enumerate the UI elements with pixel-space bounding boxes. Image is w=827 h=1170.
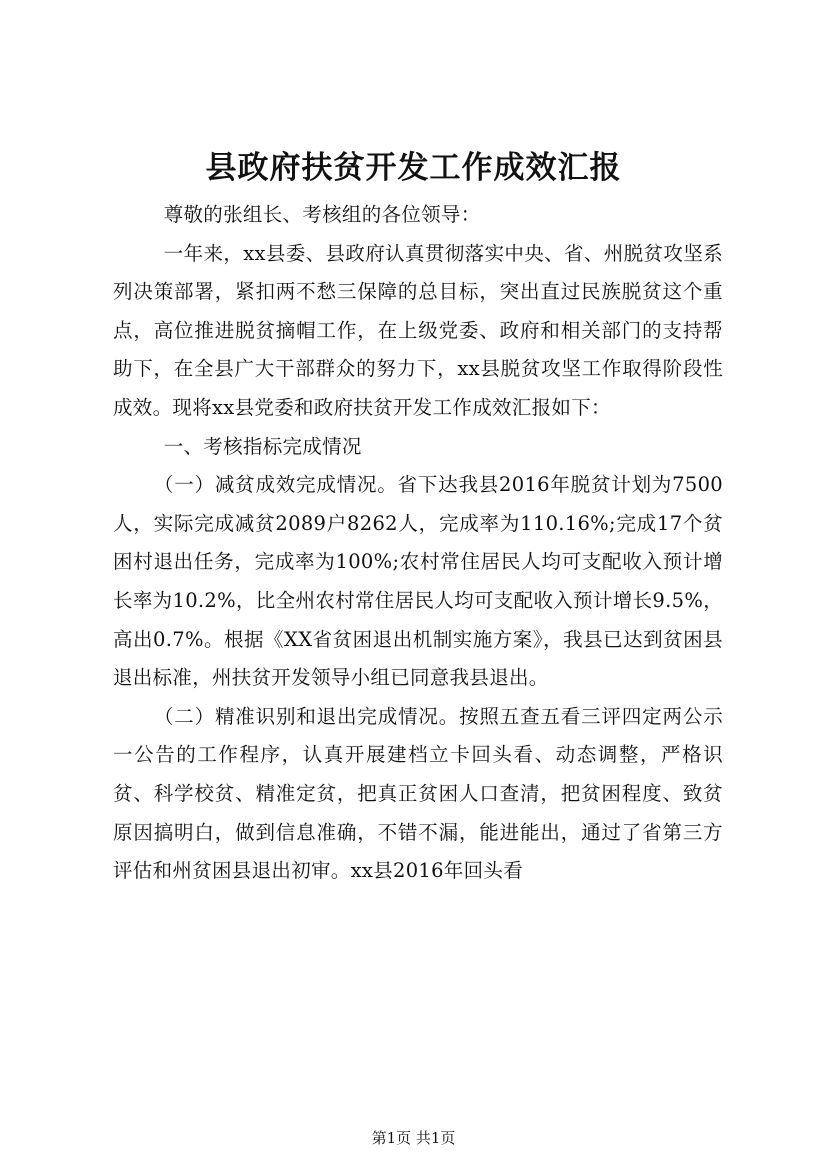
intro-paragraph: 一年来，xx县委、县政府认真贯彻落实中央、省、州脱贫攻坚系列决策部署，紧扣两不愁三保障的总目标，突出直过民族脱贫这个重点，高位推进脱贫摘帽工作，在上级党委、政府和相关部门的支持帮助下，在全县广大干部群众的努力下，xx县脱贫攻坚工作取得阶段性成效。现将xx县党委和政府扶贫开发工作成效汇报如下： [113,241,723,419]
section-1-paragraph: （一）减贫成效完成情况。省下达我县2016年脱贫计划为7500人，实际完成减贫2089户8262人，完成率为110.16%;完成17个贫困村退出任务，完成率为100%;农村常住居民人均可支配收入预计增长率为10.2%，比全州农村常住居民人均可支配收入预计增长9.5%，高出0.7%。根据《XX省贫困退出机制实施方案》，我县已达到贫困县退出标准，州扶贫开发领导小组已同意我县退出。 [113,473,723,690]
document-body [113,196,723,891]
section-heading: 一、考核指标完成情况 [163,434,362,458]
greeting-paragraph: 尊敬的张组长、考核组的各位领导： [163,203,481,226]
section-2-paragraph: （二）精准识别和退出完成情况。按照五查五看三评四定两公示一公告的工作程序，认真开展建档立卡回头看、动态调整，严格识贫、科学校贫、精准定贫，把真正贫困人口查清，把贫困程度、致贫原因搞明白，做到信息准确，不错不漏，能进能出，通过了省第三方评估和州贫困县退出初审。xx县2016年回头看 [113,704,723,883]
page-number-footer: 第1页 共1页 [371,1129,456,1147]
document-title: 县政府扶贫开发工作成效汇报 [205,150,622,186]
